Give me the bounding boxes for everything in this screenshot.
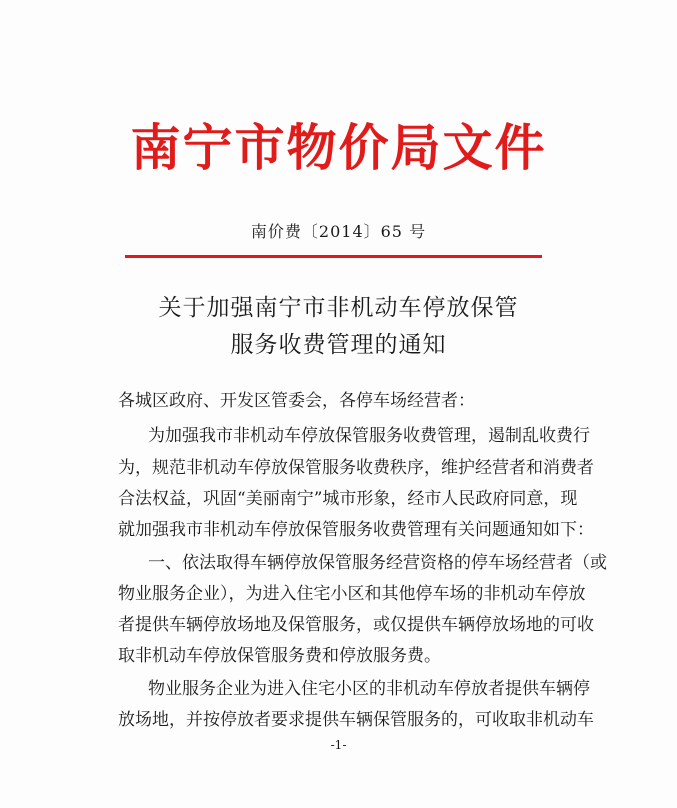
paragraph-line: 放场地，并按停放者要求提供车辆保管服务的，可收取非机动车 (118, 710, 594, 730)
notice-title-line-1: 关于加强南宁市非机动车停放保管 (158, 295, 519, 321)
paragraph-line: 取非机动车停放保管服务费和停放服务费。 (118, 646, 441, 666)
red-divider-rule (125, 255, 542, 258)
page-number: -1- (330, 738, 347, 752)
paragraph-line: 物业服务企业），为进入住宅小区和其他停车场的非机动车停放 (118, 584, 586, 604)
notice-title-line-2: 服务收费管理的通知 (230, 332, 447, 358)
paragraph-line: 就加强我市非机动车停放保管服务收费管理有关问题通知如下： (118, 520, 594, 540)
document-header-title: 南宁市物价局文件 (130, 118, 547, 177)
paragraph-line: 者提供车辆停放场地及保管服务，或仅提供车辆停放场地的可收 (118, 615, 594, 635)
paragraph-line: 为，规范非机动车停放保管服务收费秩序，维护经营者和消费者 (118, 458, 594, 478)
salutation: 各城区政府、开发区管委会，各停车场经营者： (118, 391, 475, 411)
paragraph-line: 一、依法取得车辆停放保管服务经营资格的停车场经营者（或 (148, 553, 607, 573)
paragraph-line: 物业服务企业为进入住宅小区的非机动车停放者提供车辆停 (148, 679, 590, 699)
paragraph-line: 为加强我市非机动车停放保管服务收费管理，遏制乱收费行 (148, 426, 590, 446)
paragraph-line: 合法权益，巩固“美丽南宁”城市形象，经市人民政府同意，现 (118, 489, 578, 509)
document-number: 南价费〔2014〕65 号 (250, 222, 427, 241)
